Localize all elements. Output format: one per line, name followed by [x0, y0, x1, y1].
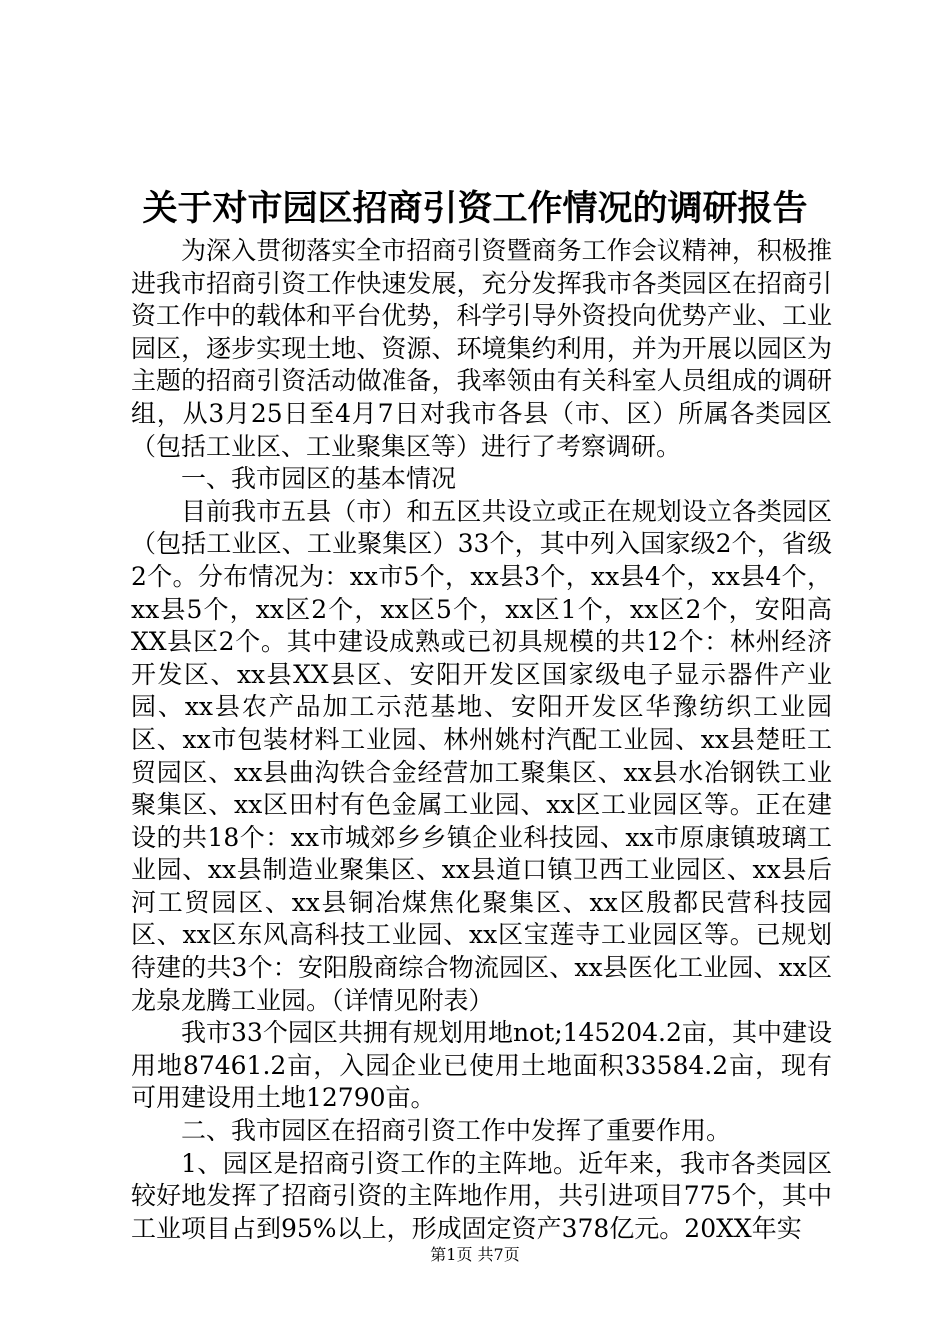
paragraph-land-use: 我市33个园区共拥有规划用地not;145204.2亩，其中建设用地87461.2亩，入园企业已使用土地面积33584.2亩，现有可用建设用土地12790亩。	[131, 1018, 832, 1113]
section-heading-1: 一、我市园区的基本情况	[181, 464, 457, 494]
paragraph-intro: 为深入贯彻落实全市招商引资暨商务工作会议精神，积极推进我市招商引资工作快速发展，充分发挥我市各类园区在招商引资工作中的载体和平台优势，科学引导外资投向优势产业、工业园区，逐步实现土地、资源、环境集约利用，并为开展以园区为主题的招商引资活动做准备，我率领由有关科室人员组成的调研组，从3月25日至4月7日对我市各县（市、区）所属各类园区（包括工业区、工业聚集区等）进行了考察调研。	[131, 236, 832, 461]
section-heading-2: 二、我市园区在招商引资工作中发挥了重要作用。	[181, 1116, 732, 1146]
document-title: 关于对市园区招商引资工作情况的调研报告	[142, 188, 808, 229]
page-footer: 第1页 共7页	[430, 1245, 520, 1264]
document-body	[131, 235, 832, 1245]
paragraph-main-position: 1、园区是招商引资工作的主阵地。近年来，我市各类园区较好地发挥了招商引资的主阵地作用，共引进项目775个，其中工业项目占到95%以上，形成固定资产378亿元。20XX年实	[131, 1148, 832, 1243]
paragraph-park-overview: 目前我市五县（市）和五区共设立或正在规划设立各类园区（包括工业区、工业聚集区）33个，其中列入国家级2个，省级2个。分布情况为：xx市5个，xx县3个，xx县4个，xx县4个，xx县5个，xx区2个，xx区5个，xx区1个，xx区2个，安阳高XX县区2个。其中建设成熟或已初具规模的共12个：林州经济开发区、xx县XX县区、安阳开发区国家级电子显示器件产业园、xx县农产品加工示范基地、安阳开发区华豫纺织工业园区、xx市包装材料工业园、林州姚村汽配工业园、xx县楚旺工贸园区、xx县曲沟铁合金经营加工聚集区、xx县水冶钢铁工业聚集区、xx区田村有色金属工业园、xx区工业园区等。正在建设的共18个：xx市城郊乡乡镇企业科技园、xx市原康镇玻璃工业园、xx县制造业聚集区、xx县道口镇卫西工业园区、xx县后河工贸园区、xx县铜冶煤焦化聚集区、xx区殷都民营科技园区、xx区东风高科技工业园、xx区宝莲寺工业园区等。已规划待建的共3个：安阳殷商综合物流园区、xx县医化工业园、xx区龙泉龙腾工业园。（详情见附表）	[131, 496, 832, 1015]
